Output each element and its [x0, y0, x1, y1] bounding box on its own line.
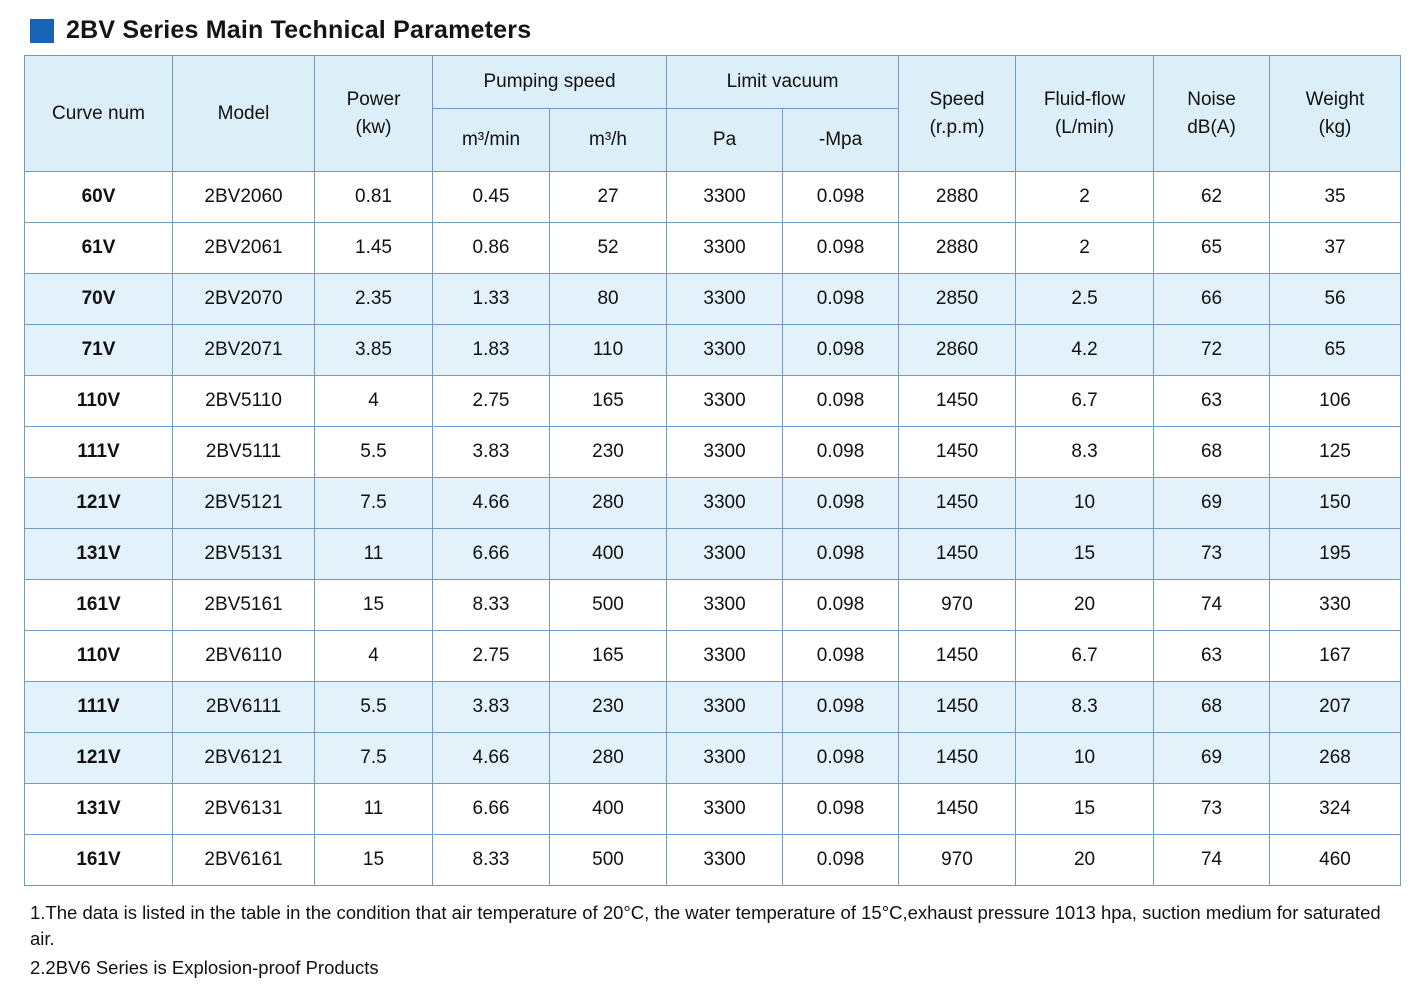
cell-fluid-flow: 4.2 [1016, 325, 1154, 376]
cell-noise: 73 [1154, 784, 1270, 835]
cell-curve-num: 111V [25, 427, 173, 478]
table-row [25, 733, 1401, 784]
note-1: 1.The data is listed in the table in the condition that air temperature of 20°C, the water temperature of 15°C,exhaust pressure 1013 hpa, suction medium for saturated air. [30, 902, 1381, 950]
cell-pa: 3300 [667, 325, 783, 376]
cell-ps-h: 400 [550, 784, 667, 835]
header-speed-unit: (r.p.m) [929, 116, 985, 138]
cell-ps-min: 4.66 [433, 733, 550, 784]
cell-model: 2BV6161 [173, 835, 315, 886]
cell-ps-h: 500 [550, 580, 667, 631]
cell-fluid-flow: 20 [1016, 580, 1154, 631]
cell-model: 2BV2071 [173, 325, 315, 376]
cell-power: 1.45 [315, 223, 433, 274]
cell-weight: 150 [1270, 478, 1401, 529]
cell-mpa: 0.098 [783, 325, 899, 376]
table-row [25, 631, 1401, 682]
cell-curve-num: 121V [25, 478, 173, 529]
table-header [25, 56, 1401, 172]
cell-fluid-flow: 8.3 [1016, 427, 1154, 478]
cell-noise: 72 [1154, 325, 1270, 376]
table-row [25, 529, 1401, 580]
cell-mpa: 0.098 [783, 172, 899, 223]
cell-mpa: 0.098 [783, 274, 899, 325]
cell-weight: 167 [1270, 631, 1401, 682]
cell-pa: 3300 [667, 172, 783, 223]
cell-ps-min: 2.75 [433, 376, 550, 427]
cell-curve-num: 131V [25, 784, 173, 835]
cell-noise: 63 [1154, 631, 1270, 682]
cell-pa: 3300 [667, 835, 783, 886]
note-2: 2.2BV6 Series is Explosion-proof Products [30, 956, 379, 978]
cell-ps-h: 52 [550, 223, 667, 274]
cell-pa: 3300 [667, 376, 783, 427]
cell-power: 7.5 [315, 478, 433, 529]
cell-noise: 69 [1154, 733, 1270, 784]
cell-ps-h: 400 [550, 529, 667, 580]
cell-weight: 35 [1270, 172, 1401, 223]
cell-weight: 207 [1270, 682, 1401, 733]
header-power-label: Power [346, 88, 401, 110]
cell-mpa: 0.098 [783, 682, 899, 733]
cell-ps-min: 0.86 [433, 223, 550, 274]
cell-weight: 106 [1270, 376, 1401, 427]
header-noise-unit: dB(A) [1187, 116, 1236, 138]
cell-noise: 62 [1154, 172, 1270, 223]
cell-speed: 1450 [899, 376, 1016, 427]
cell-noise: 66 [1154, 274, 1270, 325]
cell-model: 2BV6131 [173, 784, 315, 835]
cell-noise: 74 [1154, 580, 1270, 631]
header-limit-vacuum-pa: Pa [667, 109, 783, 172]
table-row [25, 427, 1401, 478]
header-speed-label: Speed [929, 88, 985, 110]
cell-model: 2BV5131 [173, 529, 315, 580]
cell-mpa: 0.098 [783, 835, 899, 886]
cell-speed: 2880 [899, 172, 1016, 223]
cell-fluid-flow: 2 [1016, 172, 1154, 223]
cell-weight: 37 [1270, 223, 1401, 274]
table-row [25, 223, 1401, 274]
header-group-limit-vacuum: Limit vacuum [667, 56, 899, 109]
header-fluid-flow [1016, 56, 1154, 172]
cell-power: 15 [315, 835, 433, 886]
header-limit-vacuum-mpa: -Mpa [783, 109, 899, 172]
cell-power: 11 [315, 529, 433, 580]
cell-speed: 1450 [899, 733, 1016, 784]
cell-fluid-flow: 6.7 [1016, 376, 1154, 427]
cell-ps-h: 165 [550, 631, 667, 682]
cell-ps-h: 500 [550, 835, 667, 886]
cell-pa: 3300 [667, 682, 783, 733]
cell-weight: 56 [1270, 274, 1401, 325]
table-row [25, 784, 1401, 835]
table-row [25, 835, 1401, 886]
cell-model: 2BV5111 [173, 427, 315, 478]
cell-model: 2BV6111 [173, 682, 315, 733]
cell-curve-num: 60V [25, 172, 173, 223]
cell-fluid-flow: 2.5 [1016, 274, 1154, 325]
cell-ps-h: 80 [550, 274, 667, 325]
cell-power: 5.5 [315, 682, 433, 733]
cell-pa: 3300 [667, 478, 783, 529]
cell-speed: 1450 [899, 529, 1016, 580]
cell-speed: 1450 [899, 682, 1016, 733]
cell-mpa: 0.098 [783, 580, 899, 631]
title-square-icon [30, 19, 54, 43]
cell-curve-num: 161V [25, 580, 173, 631]
table-row [25, 682, 1401, 733]
cell-mpa: 0.098 [783, 427, 899, 478]
cell-noise: 68 [1154, 427, 1270, 478]
cell-speed: 2880 [899, 223, 1016, 274]
header-power-unit: (kw) [355, 116, 392, 138]
cell-ps-min: 6.66 [433, 529, 550, 580]
cell-ps-h: 280 [550, 733, 667, 784]
cell-model: 2BV5110 [173, 376, 315, 427]
cell-fluid-flow: 15 [1016, 784, 1154, 835]
cell-ps-min: 4.66 [433, 478, 550, 529]
cell-mpa: 0.098 [783, 733, 899, 784]
cell-pa: 3300 [667, 529, 783, 580]
table-row [25, 274, 1401, 325]
header-power [315, 56, 433, 172]
cell-ps-min: 1.33 [433, 274, 550, 325]
cell-model: 2BV2060 [173, 172, 315, 223]
cell-ps-h: 165 [550, 376, 667, 427]
cell-fluid-flow: 6.7 [1016, 631, 1154, 682]
cell-ps-min: 3.83 [433, 682, 550, 733]
cell-mpa: 0.098 [783, 529, 899, 580]
cell-pa: 3300 [667, 223, 783, 274]
cell-mpa: 0.098 [783, 478, 899, 529]
cell-weight: 195 [1270, 529, 1401, 580]
cell-ps-min: 8.33 [433, 580, 550, 631]
cell-noise: 74 [1154, 835, 1270, 886]
cell-curve-num: 121V [25, 733, 173, 784]
header-weight [1270, 56, 1401, 172]
cell-curve-num: 161V [25, 835, 173, 886]
cell-ps-h: 230 [550, 427, 667, 478]
cell-ps-min: 8.33 [433, 835, 550, 886]
table-row [25, 478, 1401, 529]
cell-model: 2BV5161 [173, 580, 315, 631]
cell-fluid-flow: 20 [1016, 835, 1154, 886]
header-noise-label: Noise [1187, 88, 1236, 110]
cell-speed: 2860 [899, 325, 1016, 376]
header-weight-label: Weight [1305, 88, 1365, 110]
cell-pa: 3300 [667, 580, 783, 631]
cell-ps-min: 6.66 [433, 784, 550, 835]
cell-power: 0.81 [315, 172, 433, 223]
table-row [25, 172, 1401, 223]
cell-weight: 324 [1270, 784, 1401, 835]
cell-speed: 970 [899, 580, 1016, 631]
cell-ps-min: 2.75 [433, 631, 550, 682]
cell-weight: 460 [1270, 835, 1401, 886]
cell-pa: 3300 [667, 274, 783, 325]
cell-fluid-flow: 10 [1016, 478, 1154, 529]
cell-mpa: 0.098 [783, 631, 899, 682]
header-fluid-flow-unit: (L/min) [1054, 116, 1115, 138]
cell-power: 4 [315, 631, 433, 682]
cell-weight: 65 [1270, 325, 1401, 376]
cell-pa: 3300 [667, 784, 783, 835]
cell-power: 7.5 [315, 733, 433, 784]
cell-noise: 65 [1154, 223, 1270, 274]
page-title-text: 2BV Series Main Technical Parameters [66, 16, 532, 44]
cell-power: 11 [315, 784, 433, 835]
cell-curve-num: 110V [25, 376, 173, 427]
cell-model: 2BV2070 [173, 274, 315, 325]
cell-curve-num: 61V [25, 223, 173, 274]
table-body [25, 172, 1401, 886]
page-title [30, 16, 1399, 45]
header-model: Model [173, 56, 315, 172]
cell-speed: 1450 [899, 427, 1016, 478]
header-pumping-speed-m3h: m³/h [550, 109, 667, 172]
cell-weight: 125 [1270, 427, 1401, 478]
cell-ps-min: 3.83 [433, 427, 550, 478]
cell-model: 2BV5121 [173, 478, 315, 529]
cell-curve-num: 131V [25, 529, 173, 580]
cell-ps-h: 110 [550, 325, 667, 376]
cell-model: 2BV6121 [173, 733, 315, 784]
table-notes [30, 900, 1395, 981]
cell-power: 3.85 [315, 325, 433, 376]
cell-power: 15 [315, 580, 433, 631]
header-group-pumping-speed: Pumping speed [433, 56, 667, 109]
cell-ps-min: 0.45 [433, 172, 550, 223]
cell-fluid-flow: 2 [1016, 223, 1154, 274]
header-speed [899, 56, 1016, 172]
cell-pa: 3300 [667, 427, 783, 478]
cell-mpa: 0.098 [783, 223, 899, 274]
cell-pa: 3300 [667, 733, 783, 784]
cell-mpa: 0.098 [783, 784, 899, 835]
cell-speed: 1450 [899, 631, 1016, 682]
cell-power: 4 [315, 376, 433, 427]
header-noise [1154, 56, 1270, 172]
table-row [25, 325, 1401, 376]
cell-curve-num: 111V [25, 682, 173, 733]
cell-model: 2BV2061 [173, 223, 315, 274]
cell-ps-h: 280 [550, 478, 667, 529]
header-row-top [25, 56, 1401, 109]
cell-curve-num: 71V [25, 325, 173, 376]
cell-pa: 3300 [667, 631, 783, 682]
cell-noise: 63 [1154, 376, 1270, 427]
table-row [25, 580, 1401, 631]
cell-weight: 330 [1270, 580, 1401, 631]
cell-ps-h: 230 [550, 682, 667, 733]
cell-noise: 68 [1154, 682, 1270, 733]
header-fluid-flow-label: Fluid-flow [1043, 88, 1126, 110]
header-weight-unit: (kg) [1318, 116, 1352, 138]
cell-fluid-flow: 8.3 [1016, 682, 1154, 733]
cell-curve-num: 110V [25, 631, 173, 682]
table-row [25, 376, 1401, 427]
cell-ps-h: 27 [550, 172, 667, 223]
cell-model: 2BV6110 [173, 631, 315, 682]
cell-speed: 1450 [899, 478, 1016, 529]
cell-noise: 73 [1154, 529, 1270, 580]
cell-noise: 69 [1154, 478, 1270, 529]
cell-power: 5.5 [315, 427, 433, 478]
parameters-table [24, 55, 1401, 886]
cell-weight: 268 [1270, 733, 1401, 784]
cell-ps-min: 1.83 [433, 325, 550, 376]
cell-power: 2.35 [315, 274, 433, 325]
cell-speed: 970 [899, 835, 1016, 886]
cell-speed: 1450 [899, 784, 1016, 835]
header-pumping-speed-m3min: m³/min [433, 109, 550, 172]
cell-curve-num: 70V [25, 274, 173, 325]
header-curve-num: Curve num [25, 56, 173, 172]
cell-speed: 2850 [899, 274, 1016, 325]
cell-mpa: 0.098 [783, 376, 899, 427]
cell-fluid-flow: 10 [1016, 733, 1154, 784]
cell-fluid-flow: 15 [1016, 529, 1154, 580]
